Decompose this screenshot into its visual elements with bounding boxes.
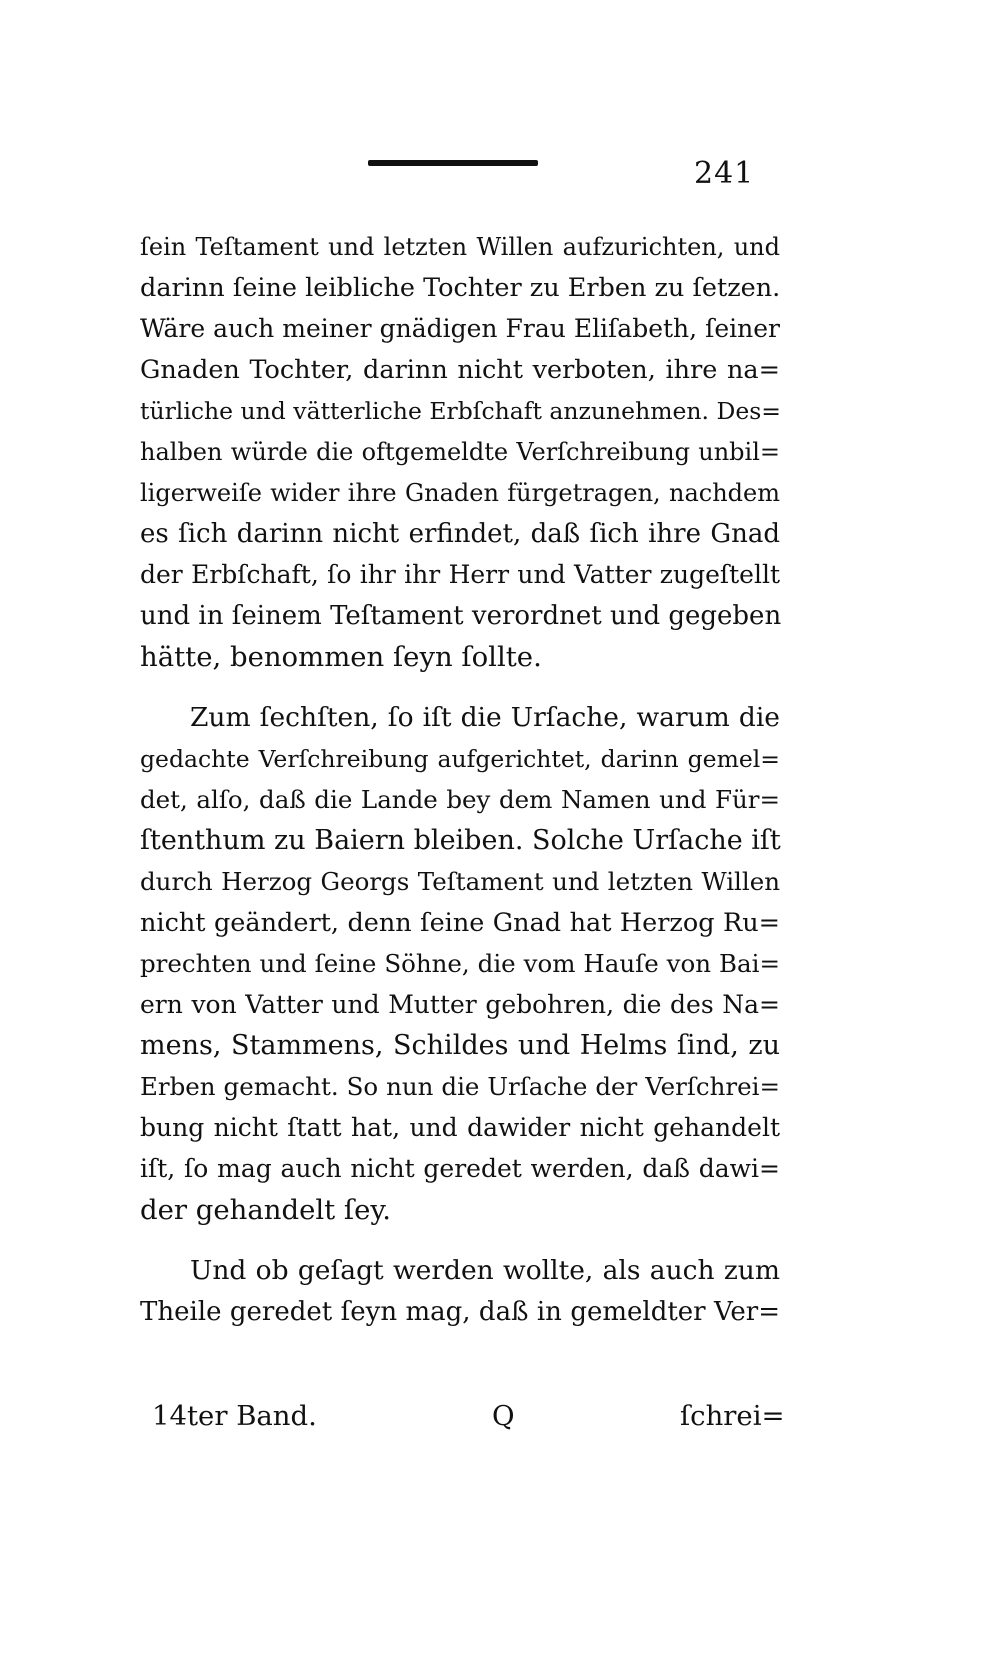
text-line: Erben gemacht. So nun die Urſache der Verſchrei=: [140, 1072, 780, 1101]
header-rule: [368, 160, 538, 166]
text-line: bung nicht ſtatt hat, und dawider nicht gehandelt: [140, 1113, 780, 1142]
text-line: der gehandelt ſey.: [140, 1194, 392, 1226]
text-line: durch Herzog Georgs Teſtament und letzten Willen: [140, 867, 780, 896]
text-line: Und ob geſagt werden wollte, als auch zum: [190, 1255, 780, 1286]
text-line: nicht geändert, denn ſeine Gnad hat Herzog Ru=: [140, 908, 780, 938]
text-line: es ſich darinn nicht erfindet, daß ſich ihre Gnad: [140, 519, 780, 549]
catchword: ſchrei=: [680, 1400, 785, 1432]
sheet-mark: Q: [492, 1400, 515, 1432]
text-line: türliche und vätterliche Erbſchaft anzunehmen. Des=: [140, 397, 781, 425]
text-line: ſtenthum zu Baiern bleiben. Solche Urſache iſt: [140, 825, 781, 856]
text-line: darinn ſeine leibliche Tochter zu Erben zu ſetzen.: [140, 273, 781, 303]
text-line: gedachte Verſchreibung aufgerichtet, darinn gemel=: [140, 745, 780, 773]
page-footer: [140, 1396, 785, 1440]
text-line: Gnaden Tochter, darinn nicht verboten, ihre na=: [140, 355, 780, 385]
text-line: Wäre auch meiner gnädigen Frau Eliſabeth, ſeiner: [140, 314, 780, 343]
text-line: ligerweiſe wider ihre Gnaden fürgetragen, nachdem: [140, 479, 780, 507]
text-line: Theile geredet ſeyn mag, daß in gemeldter Ver=: [140, 1297, 780, 1327]
text-line: mens, Stammens, Schildes und Helms ſind, zu: [140, 1030, 780, 1061]
text-line: ern von Vatter und Mutter gebohren, die des Na=: [140, 990, 780, 1019]
text-line: iſt, ſo mag auch nicht geredet werden, daß dawi=: [140, 1154, 780, 1183]
text-line: der Erbſchaft, ſo ihr ihr Herr und Vatter zugeſtellt: [140, 560, 780, 589]
text-line: prechten und ſeine Söhne, die vom Hauſe von Bai=: [140, 949, 780, 978]
text-line: ſein Teſtament und letzten Willen aufzurichten, und: [140, 233, 780, 261]
volume-signature: 14ter Band.: [152, 1400, 317, 1432]
text-line: hätte, benommen ſeyn ſollte.: [140, 641, 542, 673]
text-line: halben würde die oftgemeldte Verſchreibung unbil=: [140, 438, 780, 466]
text-line: det, alſo, daß die Lande bey dem Namen und Für=: [140, 785, 780, 814]
page-number: 241: [694, 156, 755, 191]
text-line: Zum ſechſten, ſo iſt die Urſache, warum die: [190, 702, 780, 733]
text-line: und in ſeinem Teſtament verordnet und gegeben: [140, 601, 782, 631]
